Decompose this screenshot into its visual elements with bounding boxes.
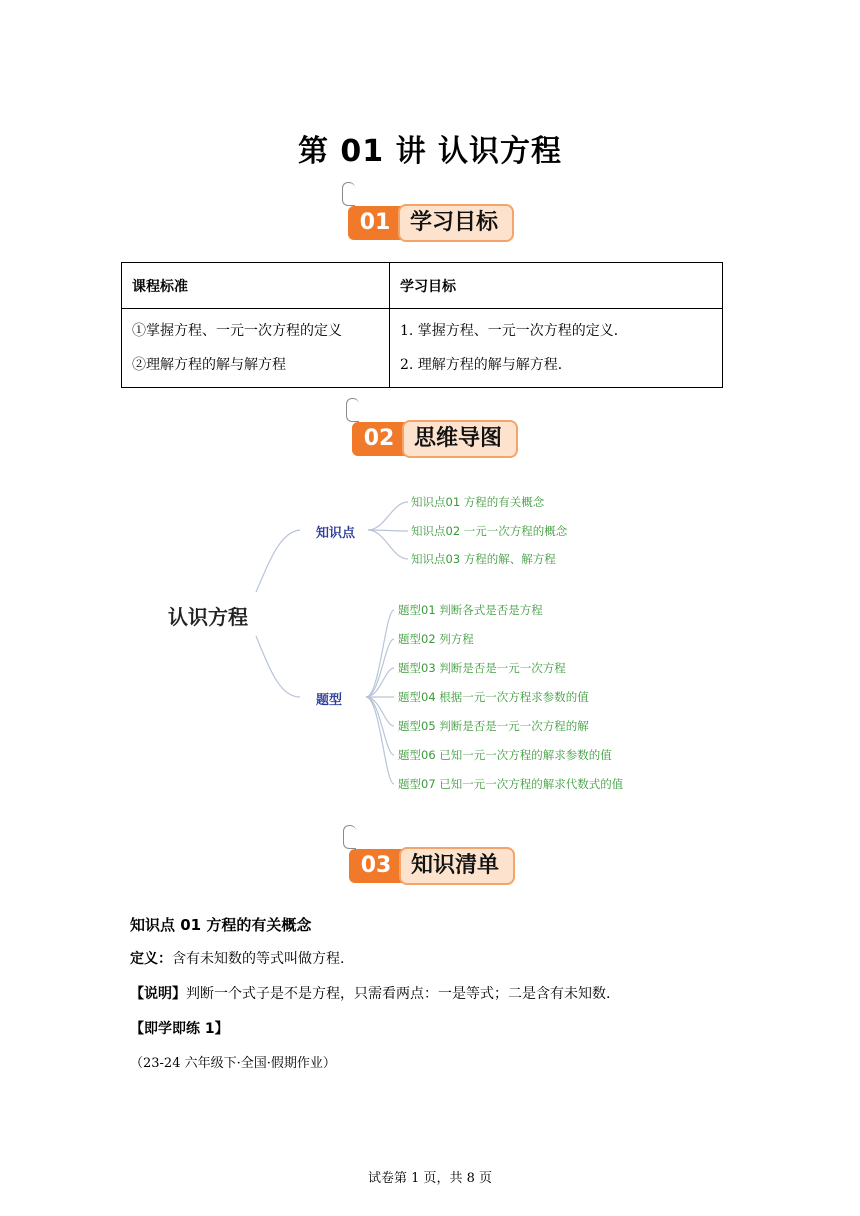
mindmap-branch-types: 题型 [316,693,343,708]
hook-icon [343,825,356,849]
mindmap-leaf: 题型02 列方程 [398,632,474,646]
note-line [130,983,610,1003]
standard-item: ②理解方程的解与解方程 [132,357,286,373]
connector-line [366,697,394,755]
standard-item: ①掌握方程、一元一次方程的定义 [132,323,342,339]
note-text: 判断一个式子是不是方程，只需看两点：一是等式；二是含有未知数. [186,986,611,1002]
connector-line [366,610,394,697]
mindmap-leaf: 知识点02 一元一次方程的概念 [411,524,568,538]
page-title: 第 01 讲 认识方程 [297,134,563,169]
connector-line [366,697,394,784]
note-label: 【说明】 [130,986,186,1002]
banner-number: 01 [348,206,402,240]
connector-line [368,502,408,530]
mindmap-leaf: 题型05 判断是否是一元一次方程的解 [398,719,589,733]
banner-label: 学习目标 [398,204,514,242]
mindmap-leaf: 题型03 判断是否是一元一次方程 [398,661,566,675]
knowledge-heading: 知识点 01 方程的有关概念 [130,916,312,934]
mindmap-leaf: 题型06 已知一元一次方程的解求参数的值 [398,748,612,762]
connector-line [368,530,408,559]
connector-line [256,530,300,592]
table-header-cell: 课程标准 [122,263,390,309]
banner-number: 02 [352,422,406,456]
mindmap-branch-knowledge: 知识点 [316,526,356,541]
mindmap-leaf: 题型01 判断各式是否是方程 [398,603,543,617]
question-source: （23-24 六年级下·全国·假期作业） [130,1056,336,1071]
banner-label: 知识清单 [399,847,515,885]
page-footer: 试卷第 1 页，共 8 页 [367,1171,493,1186]
goal-item: 2. 理解方程的解与解方程． [400,357,572,373]
definition-line [130,948,344,968]
definition-text: 含有未知数的等式叫做方程. [172,951,345,967]
definition-label: 定义： [130,951,172,967]
mindmap-leaf: 题型04 根据一元一次方程求参数的值 [398,690,589,704]
banner-number: 03 [349,849,403,883]
connector-line [256,636,300,697]
goal-item: 1. 掌握方程、一元一次方程的定义． [400,323,628,339]
connector-line [366,639,394,697]
mindmap-leaf: 题型07 已知一元一次方程的解求代数式的值 [398,777,624,791]
table-header-cell: 学习目标 [390,263,723,309]
mindmap-leaf: 知识点01 方程的有关概念 [411,495,545,509]
mindmap-root: 认识方程 [168,605,248,629]
mindmap-leaf: 知识点03 方程的解、解方程 [411,552,556,566]
banner-label: 思维导图 [402,420,518,458]
practice-label: 【即学即练 1】 [130,1021,229,1037]
